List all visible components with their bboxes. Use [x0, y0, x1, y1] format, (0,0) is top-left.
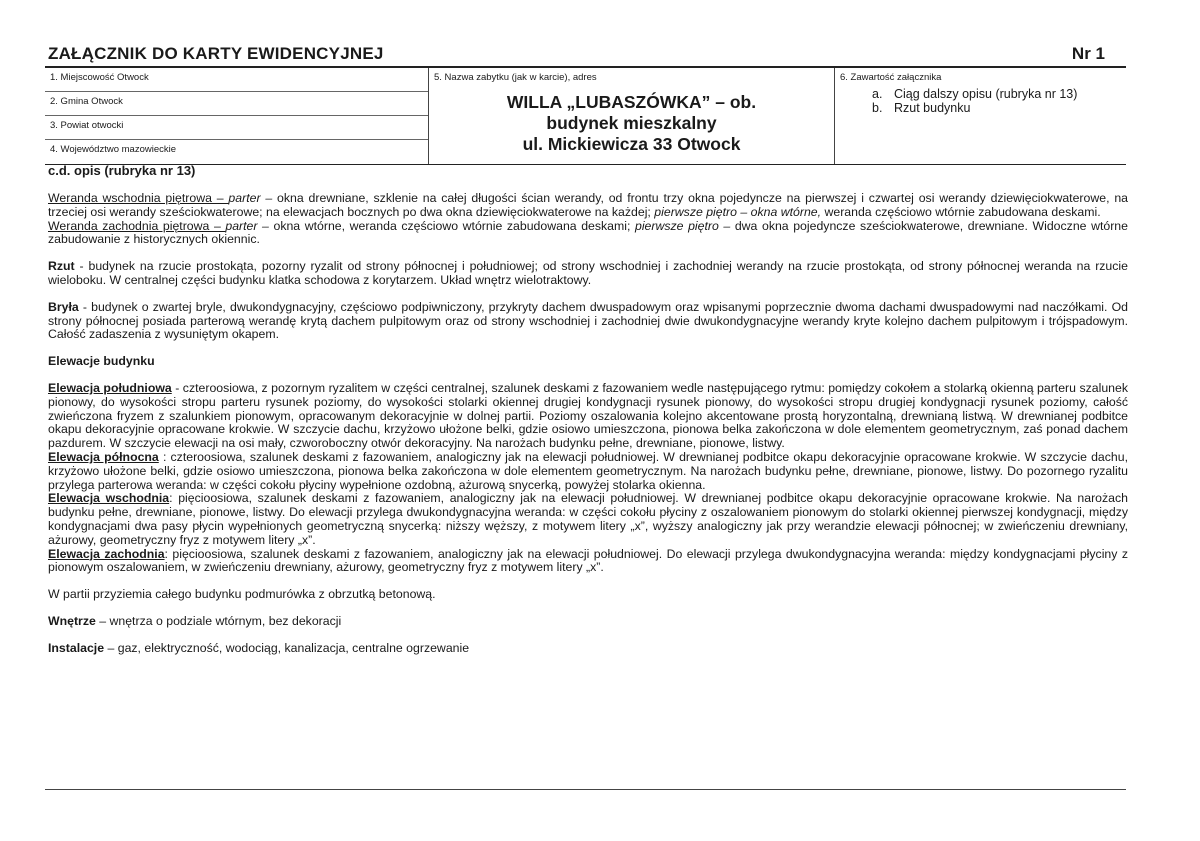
north-elevation-heading: Elewacja północna	[48, 449, 159, 464]
east-veranda-heading: Weranda wschodnia piętrowa –	[48, 191, 229, 205]
bryla-heading: Bryła	[48, 299, 79, 314]
body-text: - czteroosiowa, z pozornym ryzalitem w części centralnej, szalunek deskami z fazowaniem wedle następującego rytmu: pomiędzy cokołem a stolarką okienną parteru szalunek pionowy, do wysokości stropu parteru rysunek poziomy, do wysokości stolarki okiennej drugiej kondygnacji rysunek pionowy, do wysokości stropu drugiej kondygnacji rysunek poziomy, całość zwieńczona fryzem z szalunkiem pionowym, opracowanym dekoracyjnie w dolnej partii. Poziomy oszalowania kolejno akcentowane prostą horyzontalną, drewnianą listwą. W drewnianej podbitce okapu dekoracyjnie opracowane krokwie. W szczycie dachu, krzyżowo ułożone belki, gdzie osiowo umieszczona, pionowa belka zakończona w dole elementem geometrycznym, zaś ponad dachem pazdurem. W szczycie elewacji na osi mały, czworoboczny otwór dekoracyjny. Na narożach budynku pełne, drewniane, pionowe, listwy.	[48, 380, 1128, 451]
south-elevation-heading: Elewacja południowa	[48, 380, 172, 395]
monument-name-line: WILLA „LUBASZÓWKA” – ob.	[506, 92, 757, 112]
document-title: ZAŁĄCZNIK DO KARTY EWIDENCYJNEJ	[48, 44, 384, 63]
monument-name-column	[429, 68, 835, 164]
document-number: Nr 1	[1071, 44, 1105, 63]
italic-text: pierwsze piętro – okna wtórne,	[654, 204, 822, 219]
paragraph-east-veranda	[48, 192, 1128, 220]
east-elevation-heading: Elewacja wschodnia	[48, 491, 170, 506]
monument-name-line: ul. Mickiewicza 33 Otwock	[522, 134, 741, 154]
form-header-table	[45, 66, 1126, 165]
italic-text: parter –	[228, 191, 273, 205]
body-text: – gaz, elektryczność, wodociąg, kanalizacja, centralne ogrzewanie	[104, 640, 470, 655]
rzut-heading: Rzut	[48, 259, 75, 274]
body-text: – wnętrza o podziale wtórnym, bez dekoracji	[95, 613, 342, 628]
interior-heading: Wnętrze	[48, 613, 96, 628]
body-text: : pięcioosiowa, szalunek deskami z fazowaniem, analogiczny jak na elewacji południowej. W drewnianej podbitce okapu dekoracyjnie opracowane krokwie. Na narożach budynku pełne, drewniane, pionowe, listwy. Do elewacji przylega dwukondygnacyjna weranda: w części cokołu płyciny z oszalowaniem pionowym do stolarki okiennej pierwszej kondygnacji, między kondygnacjami dwa pasy płycin wypełnionych geometryczną snycerką: niższy węższy, z motywem litery „x”, wyższy analogiczny jak przy werandzie elewacji północnej; w zwieńczeniu drewniany, ażurowy, geometryczny fryz z motywem litery „x”.	[48, 491, 1128, 547]
field-county: 3. Powiat otwocki	[45, 116, 428, 140]
installations-heading: Instalacje	[48, 640, 105, 655]
west-elevation-heading: Elewacja zachodnia	[48, 546, 165, 561]
contents-list	[835, 87, 1126, 115]
elewacje-heading: Elewacje budynku	[48, 354, 155, 369]
paragraph-interior	[48, 615, 1128, 629]
paragraph-elevation-east	[48, 492, 1128, 547]
contents-text: Ciąg dalszy opisu (rubryka nr 13)	[894, 87, 1078, 101]
section-heading: c.d. opis (rubryka nr 13)	[48, 163, 196, 178]
contents-text: Rzut budynku	[894, 101, 971, 115]
italic-text: parter –	[225, 218, 269, 233]
paragraph-bryla	[48, 301, 1128, 342]
italic-text: pierwsze piętro –	[634, 218, 731, 233]
body-text: weranda częściowo wtórnie zabudowana deskami.	[821, 204, 1101, 219]
body-text: - budynek o zwartej bryle, dwukondygnacyjny, częściowo podpiwniczony, przykryty dachem dwuspadowym oraz wpisanymi poprzecznie dwoma dachami dwuspadowymi nad naczółkami. Od strony północnej posiada parterową werandę krytą dachem pulpitowym oraz od strony wschodniej i zachodniej dwie dwukondygnacyjne werandy kryte kolejno dachem pulpitowym i trójspadowym. Całość zadaszenia z wysuniętym okapem.	[48, 299, 1128, 342]
field-voivodeship: 4. Województwo mazowieckie	[50, 144, 177, 155]
field-commune: 2. Gmina Otwock	[45, 92, 428, 116]
paragraph-elevation-west	[48, 548, 1128, 576]
body-text: okna drewniane, szklenie na całej długości ścian werandy, od frontu trzy okna pojedyncze na pierwszej i czwartej osi werandy dziewięciokwaterowe, na trzeciej osi werandy sześciokwaterowe; na elewacjach bocznych po dwa okna dziewięciokwaterowe na każdej;	[48, 191, 1129, 219]
body-text: : czteroosiowa, szalunek deskami z fazowaniem, analogiczny jak na elewacji południowej. W drewnianej podbitce okapu dekoracyjnie opracowane krokwie. W szczycie dachu, krzyżowo ułożone belki, gdzie osiowo umieszczona, pionowa belka zakończona w dole elementem geometrycznym. Na narożach budynku pełne, drewniane, pionowe, listwy. Do pozornego ryzalitu przylega parterowa weranda: w części cokołu płyciny wypełnione ozdobną, ażurową snycerką, powyżej stolarka okienna.	[48, 449, 1128, 492]
body-text: dwa okna pojedyncze sześciokwaterowe, drewniane. Widoczne wtórne zabudowanie z historycznych okiennic.	[48, 218, 1128, 247]
monument-name-line: budynek mieszkalny	[546, 113, 717, 133]
field-contents-label: 6. Zawartość załącznika	[840, 72, 942, 83]
field-locality: 1. Miejscowość Otwock	[45, 68, 428, 92]
paragraph-rzut	[48, 260, 1128, 288]
paragraph-installations	[48, 642, 1128, 656]
field-monument-label: 5. Nazwa zabytku (jak w karcie), adres	[434, 72, 597, 83]
paragraph-west-veranda	[48, 220, 1128, 248]
west-veranda-heading: Weranda zachodnia piętrowa –	[48, 218, 226, 233]
body-text: : pięcioosiowa, szalunek deskami z fazowaniem, analogiczny jak na elewacji południowej. Do elewacji przylega dwukondygnacyjna weranda: między kondygnacjami płyciny z pionowym oszalowaniem, w zwieńczeniu drewniany, ażurowy, geometryczny fryz z motywem litery „x”.	[48, 546, 1129, 575]
paragraph-elevation-south	[48, 382, 1128, 451]
bottom-divider	[45, 789, 1126, 790]
contents-column	[835, 68, 1126, 164]
description-body	[48, 192, 1128, 656]
location-column	[45, 68, 429, 164]
monument-name	[429, 92, 834, 155]
body-text: okna wtórne, weranda częściowo wtórnie zabudowana deskami;	[268, 218, 635, 233]
body-text: - budynek na rzucie prostokąta, pozorny ryzalit od strony północnej i południowej; od strony wschodniej i zachodniej werandy na rzucie prostokąta, od strony północnej weranda na rzucie wieloboku. W centralnej części budynku klatka schodowa z korytarzem. Układ wnętrz wielotraktowy.	[48, 259, 1128, 287]
contents-item	[835, 101, 1126, 115]
contents-marker: a.	[872, 87, 883, 101]
contents-item	[835, 87, 1126, 101]
paragraph-elevation-north	[48, 451, 1128, 492]
contents-marker: b.	[872, 101, 883, 115]
paragraph-foundation: W partii przyziemia całego budynku podmurówka z obrzutką betonową.	[48, 587, 436, 602]
